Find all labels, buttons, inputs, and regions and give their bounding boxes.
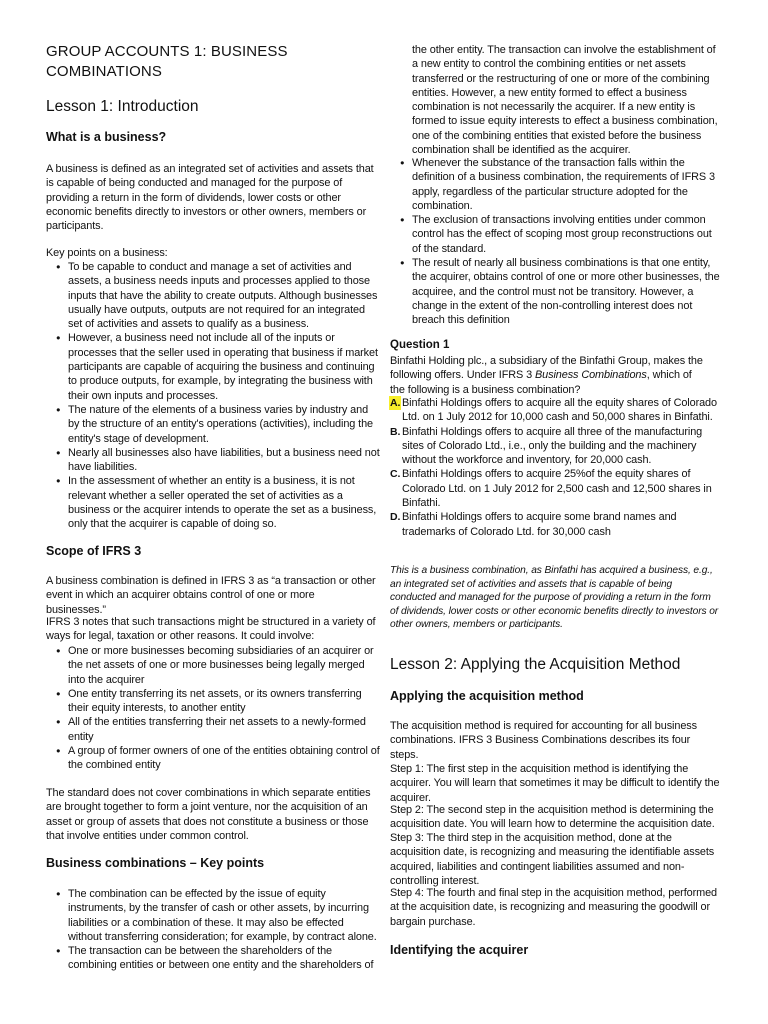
scope-heading: Scope of IFRS 3 [46,544,142,558]
document-title: GROUP ACCOUNTS 1: BUSINESS COMBINATIONS [46,43,288,80]
scope-paragraph-1: A business combination is defined in IFRS 3 as “a transaction or other event in which an acquirer obtains control of one or more businesses.” [46,575,376,616]
option-letter: A. [390,397,401,409]
list-item: ● To be capable to conduct and manage a set of activities and assets, a business needs inputs and processes applied to those inputs that have the ability to create outputs. Although businesses usually have outputs, outputs are not required for an integrated set of activities and assets to qualify as a business. [46,260,380,331]
list-item: ● One or more businesses becoming subsidiaries of an acquirer or the net assets of one or more businesses being legally merged into the acquirer [46,644,380,687]
question-text [390,354,708,397]
list-item: ● A group of former owners of one of the entities obtaining control of the combined entity [46,744,380,773]
list-item: ● The result of nearly all business combinations is that one entity, the acquirer, obtains control of one or more other businesses, the acquiree, and the control must not be transitory. However, a change in the extent of the non-controlling interest does not breach this definition [390,256,720,327]
scope-paragraph-2: IFRS 3 notes that such transactions might be structured in a variety of ways for legal, taxation or other reasons. It could involve: [46,616,376,643]
what-is-business-heading: What is a business? [46,130,167,144]
option-letter: B. [390,425,401,438]
option-letter: C. [390,468,401,481]
list-item: ● The nature of the elements of a business varies by industry and by the structure of an entity's operations (activities), including the entity's stage of development. [46,403,380,446]
key-points-list [46,260,380,532]
list-item: ● The transaction can be between the shareholders of the combining entities or between one entity and the shareholders of [46,944,380,973]
option-text: Binfathi Holdings offers to acquire all the equity shares of Colorado Ltd. on 1 July 2012 for 10,000 cash and 50,000 shares in Binfathi. [402,397,717,424]
option-text: Binfathi Holdings offers to acquire all three of the manufacturing sites of Colorado Ltd., i.e., only the building and the machinery without the workforce and inventory, for 20,000 cash. [402,425,703,467]
question-options [390,396,720,539]
option-text: Binfathi Holdings offers to acquire 25%of the equity shares of Colorado Ltd. on 1 July 2012 for 2,500 cash and 12,500 shares in Binfathi. [402,468,712,510]
list-item: ● The combination can be effected by the issue of equity instruments, by the transfer of cash or other assets, by incurring liabilities or a combination of these. It may also be effected without transferring consideration; for example, by contract alone. [46,887,380,944]
option-a[interactable] [390,396,720,425]
list-item: ● One entity transferring its net assets, or its owners transferring their equity interests, to another entity [46,687,380,716]
option-b[interactable] [390,425,720,468]
step-1: Step 1: The first step in the acquisition method is identifying the acquirer. You will learn that sometimes it may be difficult to identify the acquirer. [390,763,720,804]
step-2: Step 2: The second step in the acquisition method is determining the acquisition date. You will learn how to determine the acquisition date. [390,804,715,831]
list-item: ● However, a business need not include all of the inputs or processes that the seller used in operating that business if market participants are capable of acquiring the business and continuing to produce outputs, for example, by integrating the business with their own inputs and processes. [46,331,380,402]
business-definition: A business is defined as an integrated set of activities and assets that is capable of being conducted and managed for the purpose of providing a return in the form of dividends, lower costs or other economic benefits directly to investors or other owners, members or participants. [46,163,374,233]
list-item: ● Whenever the substance of the transaction falls within the definition of a business combination, the requirements of IFRS 3 apply, regardless of the particular structure adopted for the combination. [390,156,720,213]
bc-points-list [46,887,380,973]
question-text-italic: Business Combinations [535,369,647,382]
list-item: ● In the assessment of whether an entity is a business, it is not relevant whether a seller operated the set of activities as a business or the acquirer intends to operate the set as a business, only that the acquirer is capable of doing so. [46,474,380,531]
option-c[interactable] [390,467,720,510]
option-letter: D. [390,511,401,524]
scope-paragraph-3: The standard does not cover combinations in which separate entities are brought together to form a joint venture, nor the acquisition of an asset or group of assets that does not constitute a business or those that involve entities under common control. [46,787,371,842]
identifying-acquirer-heading: Identifying the acquirer [390,943,529,957]
list-item: ● The exclusion of transactions involving entities under common control has the effect of scoping most group reconstructions out of the standard. [390,213,720,256]
question-title: Question 1 [390,339,450,351]
business-combinations-key-points-heading: Business combinations – Key points [46,856,265,870]
question-text-part: , which of the following is a business combination? [390,369,692,396]
lesson1-heading: Lesson 1: Introduction [46,98,199,115]
option-text: Binfathi Holdings offers to acquire some brand names and trademarks of Colorado Ltd. for 30,000 cash [402,511,677,538]
key-points-intro: Key points on a business: [46,247,168,259]
applying-heading: Applying the acquisition method [390,689,584,703]
step-4: Step 4: The fourth and final step in the acquisition method, performed at the acquisition date, is recognizing and measuring the goodwill or bargain purchase. [390,887,717,928]
bc-points-list-continued [390,156,720,328]
lesson2-heading: Lesson 2: Applying the Acquisition Method [390,656,681,673]
question-text-part: Binfathi Holding plc., a subsidiary of the Binfathi Group, makes the following offers. Under IFRS 3 [390,355,703,382]
list-item: ● Nearly all businesses also have liabilities, but a business need not have liabilities. [46,446,380,475]
bc-point-continued: the other entity. The transaction can involve the establishment of a new entity to control the combining entities or net assets transferred or the restructuring of one or more of the combining entities. However, a new entity formed to effect a business combination is not necessarily the acquirer. If a new entity is formed to issue equity interests to effect a business combination, one of the combining entities that existed before the business combination shall be identified as the acquirer. [412,44,718,157]
option-d[interactable] [390,510,720,539]
scope-list [46,644,380,773]
list-item: ● All of the entities transferring their net assets to a newly-formed entity [46,715,380,744]
step-3: Step 3: The third step in the acquisition method, done at the acquisition date, is recognizing and measuring the identifiable assets acquired, liabilities and contingent liabilities assumed and non-controlling interest. [390,832,715,887]
answer-note: This is a business combination, as Binfathi has acquired a business, e.g., an integrated set of activities and assets that is capable of being conducted and managed for the purpose of providing a return in the form of dividends, lower costs or other economic benefits directly to investors or other owners, members or participants. [390,565,719,631]
applying-paragraph: The acquisition method is required for accounting for all business combinations. IFRS 3 Business Combinations describes its four steps. [390,720,697,761]
